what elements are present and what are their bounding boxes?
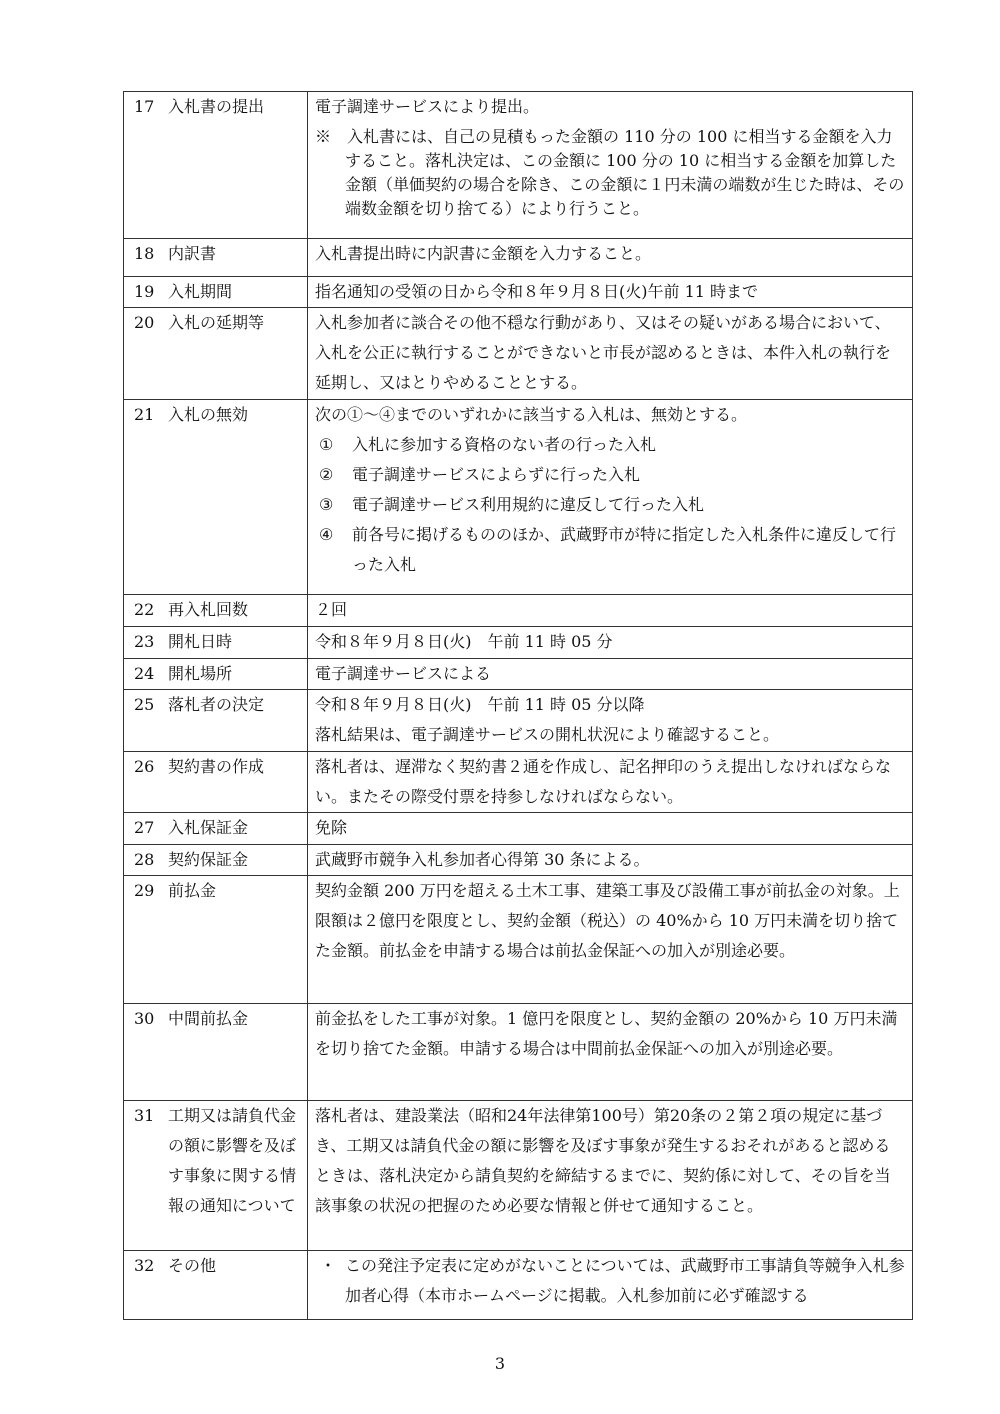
list-item: [315, 460, 905, 490]
list-item: [315, 430, 905, 460]
item-cell: [124, 1004, 308, 1101]
content-text: 前金払をした工事が対象。1 億円を限度とし、契約金額の 20%から 10 万円未満を切り捨てた金額。申請する場合は中間前払金保証への加入が別途必要。: [315, 1009, 898, 1058]
list-item: [315, 520, 905, 580]
item-number: 23: [134, 632, 155, 651]
table-row: [124, 277, 913, 308]
item-cell: [124, 92, 308, 239]
item-number: 17: [134, 97, 155, 116]
table-row: [124, 1101, 913, 1251]
content-text: 電子調達サービスによる: [315, 664, 492, 683]
page-number: 3: [494, 1354, 506, 1373]
table-row: [124, 1251, 913, 1320]
content-text: 落札者は、建設業法（昭和24年法律第100号）第20条の２第２項の規定に基づき、工期又は請負代金の額に影響を及ぼす事象が発生するおそれがあると認めるときは、落札決定から請負契約を締結するまでに、契約係に対して、その旨を当該事象の状況の把握のため必要な情報と併せて通知すること。: [315, 1106, 891, 1215]
content-cell: [308, 876, 913, 1004]
item-number: 27: [134, 818, 155, 837]
content-text: 電子調達サービスにより提出。: [315, 97, 540, 116]
item-cell: [124, 752, 308, 813]
content-cell: [308, 92, 913, 239]
content-text: 契約金額 200 万円を超える土木工事、建築工事及び設備工事が前払金の対象。上限額は２億円を限度とし、契約金額（税込）の 40%から 10 万円未満を切り捨てた金額。前払金を申請する場合は前払金保証への加入が別途必要。: [315, 881, 900, 960]
table-row: [124, 659, 913, 690]
item-number: 28: [134, 850, 155, 869]
table-row: [124, 752, 913, 813]
item-label: 中間前払金: [168, 1009, 249, 1028]
item-cell: [124, 813, 308, 845]
content-text: 武蔵野市競争入札参加者心得第 30 条による。: [315, 850, 650, 869]
content-text: 令和８年９月８日(火) 午前 11 時 05 分以降: [315, 695, 645, 714]
item-cell: [124, 876, 308, 1004]
content-cell: [308, 400, 913, 595]
item-number: 29: [134, 881, 155, 900]
list-item: [315, 1251, 905, 1311]
content-text: ２回: [315, 600, 348, 619]
item-cell: [124, 845, 308, 876]
table-row: [124, 595, 913, 627]
item-label: 契約保証金: [168, 850, 249, 869]
list-marker: ①: [319, 435, 334, 454]
list-marker: ③: [319, 495, 334, 514]
table-row: [124, 813, 913, 845]
item-label: 工期又は請負代金の額に影響を及ぼす事象に関する情報の通知について: [168, 1106, 297, 1215]
item-number: 24: [134, 664, 155, 683]
item-label: 前払金: [168, 881, 217, 900]
list-item-text: この発注予定表に定めがないことについては、武蔵野市工事請負等競争入札参加者心得（本市ホームページに掲載。入札参加前に必ず確認する: [345, 1256, 905, 1305]
item-number: 18: [134, 244, 155, 263]
content-cell: [308, 627, 913, 659]
content-text: 令和８年９月８日(火) 午前 11 時 05 分: [315, 632, 613, 651]
content-text: 入札書提出時に内訳書に金額を入力すること。: [315, 244, 652, 263]
item-label: 開札場所: [168, 664, 233, 683]
item-cell: [124, 239, 308, 277]
list-item-text: 前各号に掲げるもののほか、武蔵野市が特に指定した入札条件に違反して行った入札: [352, 525, 897, 574]
content-cell: [308, 1101, 913, 1251]
content-cell: [308, 845, 913, 876]
table-row: [124, 690, 913, 752]
table-row: [124, 308, 913, 400]
content-cell: [308, 277, 913, 308]
item-cell: [124, 277, 308, 308]
list-item: [315, 490, 905, 520]
item-label: 内訳書: [168, 244, 217, 263]
content-cell: [308, 595, 913, 627]
table-row: [124, 845, 913, 876]
table-row: [124, 92, 913, 239]
note-text: [315, 122, 905, 221]
content-text: 落札結果は、電子調達サービスの開札状況により確認すること。: [315, 725, 780, 744]
list-marker: ④: [319, 525, 334, 544]
note-body: 入札書には、自己の見積もった金額の 110 分の 100 に相当する金額を入力すること。落札決定は、この金額に 100 分の 10 に相当する金額を加算した金額（単価契約の場合を除き、この金額に１円未満の端数が生じた時は、その端数金額を切り捨てる）により行うこと。: [345, 127, 905, 218]
table-row: [124, 1004, 913, 1101]
item-label: 入札保証金: [168, 818, 249, 837]
item-number: 30: [134, 1009, 155, 1028]
item-number: 22: [134, 600, 155, 619]
content-cell: [308, 752, 913, 813]
content-cell: [308, 308, 913, 400]
item-label: 入札書の提出: [168, 97, 265, 116]
item-cell: [124, 1101, 308, 1251]
item-label: 開札日時: [168, 632, 233, 651]
item-cell: [124, 690, 308, 752]
conditions-table: [123, 91, 913, 1320]
item-cell: [124, 659, 308, 690]
item-number: 31: [134, 1106, 155, 1125]
item-cell: [124, 1251, 308, 1320]
item-cell: [124, 308, 308, 400]
item-label: その他: [168, 1256, 217, 1275]
item-number: 21: [134, 405, 155, 424]
list-item-text: 電子調達サービス利用規約に違反して行った入札: [352, 495, 705, 514]
content-text: 入札参加者に談合その他不穏な行動があり、又はその疑いがある場合において、入札を公正に執行することができないと市長が認めるときは、本件入札の執行を延期し、又はとりやめることとする。: [315, 313, 892, 392]
list-item-text: 電子調達サービスによらずに行った入札: [352, 465, 641, 484]
item-number: 19: [134, 282, 155, 301]
table-row: [124, 876, 913, 1004]
table-row: [124, 400, 913, 595]
content-cell: [308, 239, 913, 277]
bullet-marker: ・: [320, 1256, 337, 1275]
list-item-text: 入札に参加する資格のない者の行った入札: [352, 435, 657, 454]
item-label: 落札者の決定: [168, 695, 265, 714]
content-cell: [308, 690, 913, 752]
content-text: 指名通知の受領の日から令和８年９月８日(火)午前 11 時まで: [315, 282, 759, 301]
item-number: 20: [134, 313, 155, 332]
content-text: 落札者は、遅滞なく契約書２通を作成し、記名押印のうえ提出しなければならない。またその際受付票を持参しなければならない。: [315, 757, 892, 806]
content-text: 免除: [315, 818, 348, 837]
item-number: 25: [134, 695, 155, 714]
table-row: [124, 239, 913, 277]
item-cell: [124, 400, 308, 595]
content-cell: [308, 1004, 913, 1101]
item-number: 26: [134, 757, 155, 776]
note-mark: ※: [315, 127, 332, 146]
content-cell: [308, 1251, 913, 1320]
item-number: 32: [134, 1256, 155, 1275]
list-marker: ②: [319, 465, 334, 484]
item-cell: [124, 595, 308, 627]
content-cell: [308, 813, 913, 845]
content-text: 次の①～④までのいずれかに該当する入札は、無効とする。: [315, 405, 748, 424]
item-label: 契約書の作成: [168, 757, 265, 776]
item-label: 入札の無効: [168, 405, 249, 424]
item-label: 入札の延期等: [168, 313, 265, 332]
item-cell: [124, 627, 308, 659]
table-row: [124, 627, 913, 659]
item-label: 再入札回数: [168, 600, 249, 619]
content-cell: [308, 659, 913, 690]
item-label: 入札期間: [168, 282, 233, 301]
